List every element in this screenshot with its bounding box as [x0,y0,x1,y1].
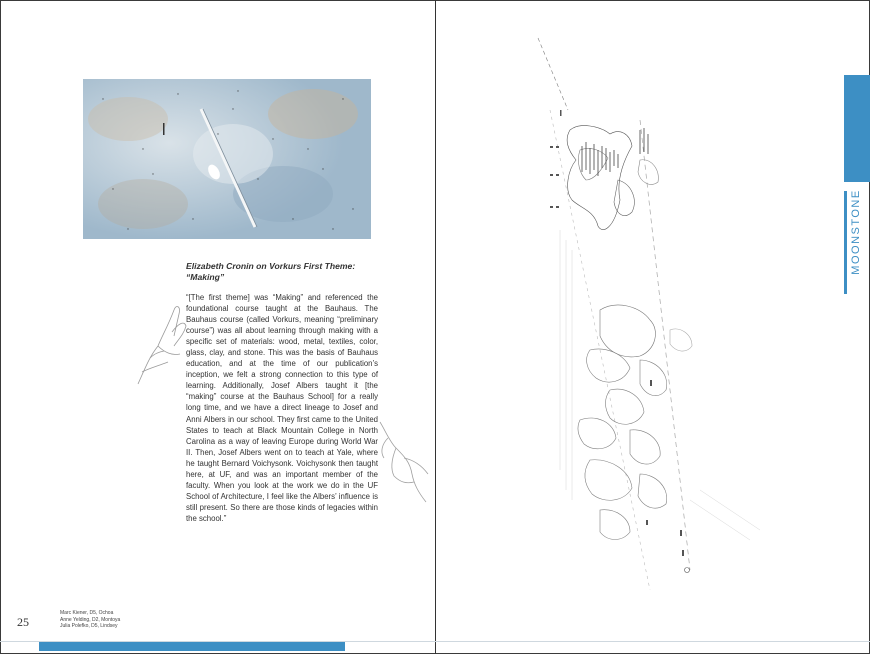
hand-sketch-left [128,296,190,386]
section-tab-block [844,75,870,182]
article-heading: Elizabeth Cronin on Vorkurs First Theme: “Making” [186,261,356,282]
page-number: 25 [17,615,29,629]
credit-line: Marc Kiener, D5, Ochoa [60,610,114,616]
section-tab-label: MOONSTONE [850,189,862,275]
section-tab-line [844,191,847,294]
article-body: “[The first theme] was “Making” and referenced the foundational course taught at the Bauhaus. The Bauhaus course (called Vorkurs, meaning “preliminary course”) was all about learning through making with a specific set of materials: wood, metal, textiles, color, glass, clay, and stone. This was the basis of Bauhaus education, and at the time of our publication’s inception, we felt a strong connection to this type of learning. Additionally, Josef Albers taught it [the “making” course at the Bauhaus School] for a really long time, and we have a direct lineage to Josef and Anni Albers in our school. They first came to the United States to teach at Black Mountain College in North Carolina as a way of leaving Europe during World War II. Then, Josef Albers went on to teach at Yale, where he taught Bernard Voichysonk. Voichysonk then taught here, at UF, and was an important member of the faculty. When you look at the work we do in the UF School of Architecture, I feel like the Albers’ influence is still present. So there are those kinds of legacies within the school.” [186,293,378,523]
architectural-sketch [520,30,780,630]
credit-line: Anne Yelding, D2, Montoya [60,616,121,623]
material-photo [83,79,371,239]
credit-line: Julia Polefko, D5, Lindsey [60,623,118,630]
credits [60,610,120,630]
bottom-accent-bar [39,642,345,651]
page-gutter [435,0,436,654]
hand-sketch-right [374,418,438,508]
